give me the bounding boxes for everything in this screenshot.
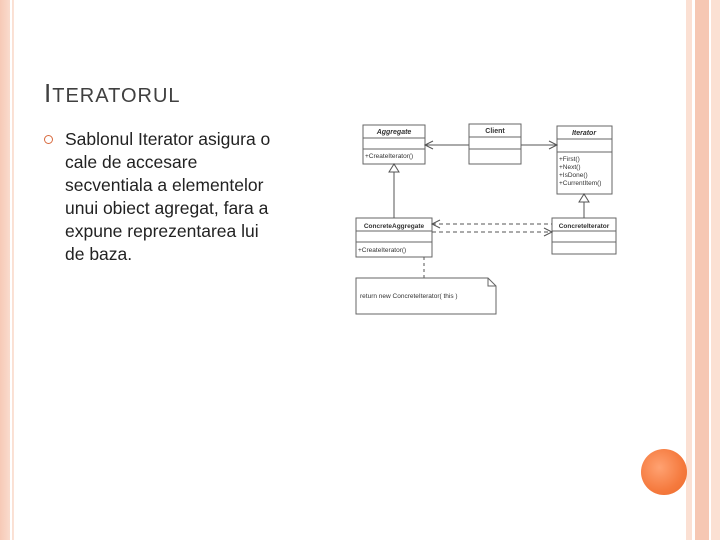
bullet-item xyxy=(44,128,314,266)
left-frame-stripe xyxy=(0,0,14,540)
bullet-list xyxy=(44,128,314,266)
concrete-aggregate-name: ConcreteAggregate xyxy=(363,223,425,230)
bullet-circle-icon xyxy=(44,135,53,144)
bullet-line-1: Sablonul Iterator asigura o xyxy=(65,129,271,149)
concrete-iterator-name: ConcreteIterator xyxy=(558,223,610,230)
class-concrete-iterator xyxy=(552,218,616,254)
class-concrete-aggregate xyxy=(356,218,432,257)
inherit-aggregate xyxy=(389,164,399,218)
right-frame-stripes xyxy=(686,0,720,540)
bullet-line-5: expune reprezentarea lui xyxy=(65,221,259,241)
uml-iterator-diagram xyxy=(354,104,620,316)
assoc-client-aggregate xyxy=(425,141,469,149)
assoc-client-iterator xyxy=(521,141,557,149)
class-aggregate xyxy=(363,125,425,164)
bullet-line-3: secventiala a elementelor xyxy=(65,175,264,195)
concrete-aggregate-op: +CreateIterator() xyxy=(358,247,407,254)
dependency-create xyxy=(432,228,552,236)
iterator-op-1: +First() xyxy=(559,156,580,163)
iterator-op-2: +Next() xyxy=(559,164,581,171)
note-box xyxy=(356,278,496,314)
iterator-op-3: +IsDone() xyxy=(559,172,588,179)
title-initial: I xyxy=(44,78,53,108)
iterator-op-4: +CurrentItem() xyxy=(559,180,602,187)
inherit-iterator xyxy=(579,194,589,218)
decorative-orange-circle xyxy=(641,449,687,495)
dependency-aggregate-ref xyxy=(432,220,552,228)
bullet-line-2: cale de accesare xyxy=(65,152,198,172)
class-client xyxy=(469,124,521,164)
iterator-name: Iterator xyxy=(571,130,597,137)
bullet-line-4: unui obiect agregat, fara a xyxy=(65,198,269,218)
aggregate-op: +CreateIterator() xyxy=(365,153,414,160)
aggregate-name: Aggregate xyxy=(376,129,412,136)
title-rest: TERATORUL xyxy=(52,85,181,107)
class-iterator xyxy=(557,126,612,194)
client-name: Client xyxy=(485,128,505,135)
note-text: return new ConcreteIterator( this ) xyxy=(360,293,458,300)
bullet-line-6: de baza. xyxy=(65,244,133,264)
slide-title xyxy=(44,78,181,109)
